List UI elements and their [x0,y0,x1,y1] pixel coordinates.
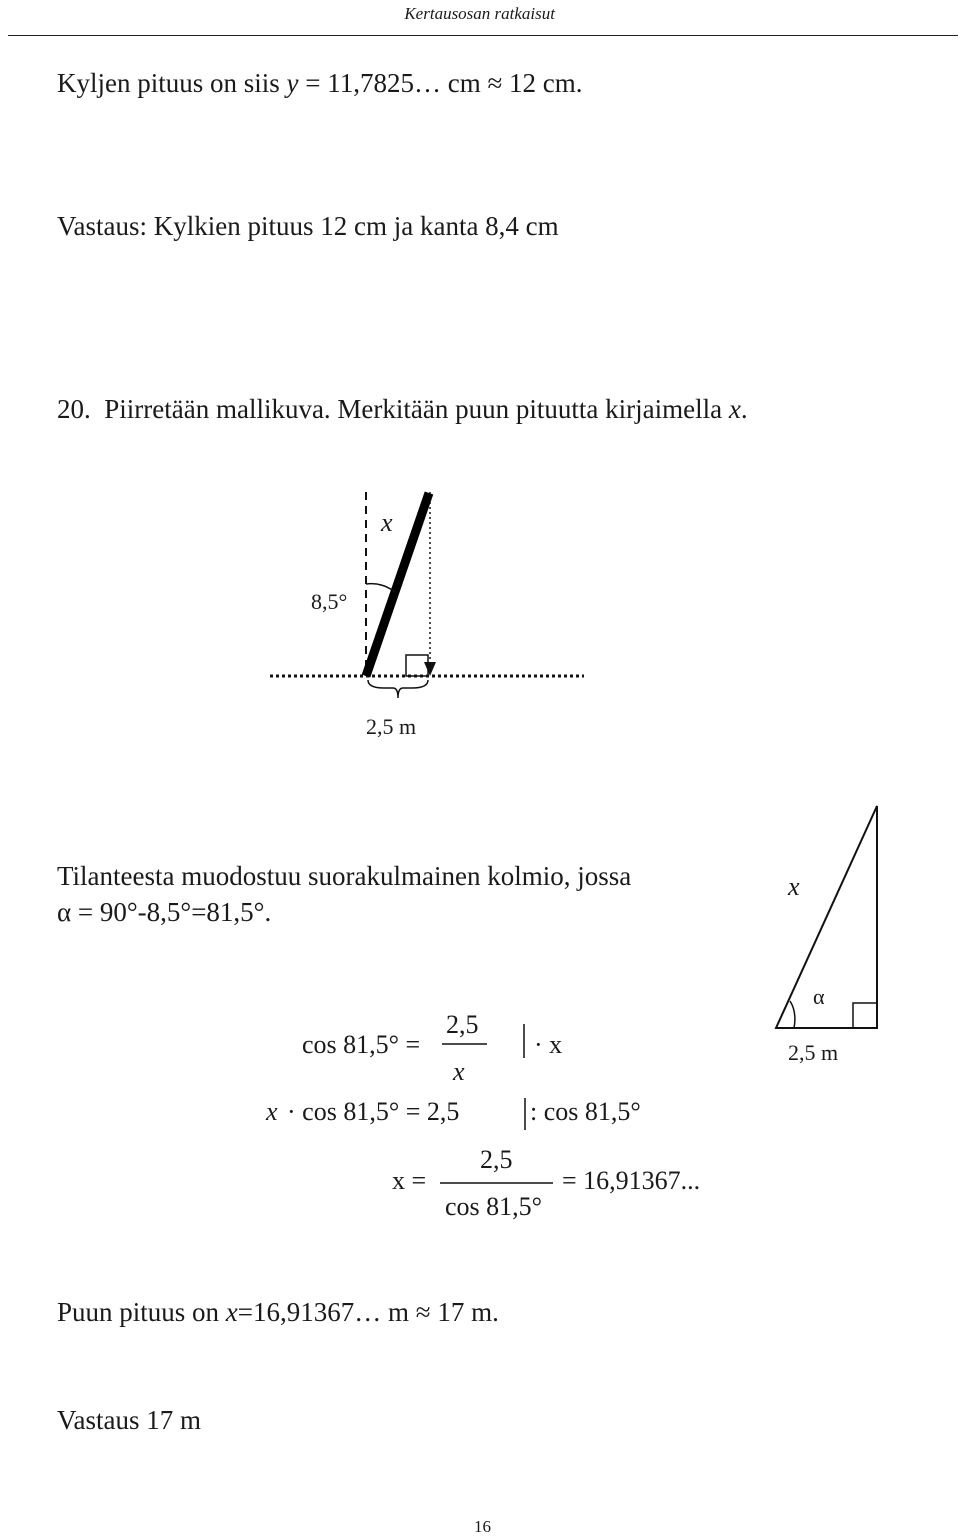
eq3-result: = 16,91367... [562,1166,701,1195]
explanation-line-1: Tilanteesta muodostuu suorakulmainen kolmio, jossa [57,861,632,891]
eq3-left: x = [392,1166,427,1195]
tilt-angle-label: 8,5° [311,589,348,614]
eq3-denominator: cos 81,5° [445,1192,543,1221]
conclusion-result: =16,91367… m ≈ 17 m. [237,1297,499,1327]
eq1-numerator: 2,5 [446,1010,479,1039]
eq3-numerator: 2,5 [480,1145,513,1174]
problem-number: 20. [57,394,91,424]
eq1-denominator: x [453,1057,465,1086]
triangle-base-label: 2,5 m [788,1040,839,1065]
problem-period: . [740,394,748,424]
conclusion-prefix: Puun pituus on [57,1297,226,1327]
eq2-x: x [266,1097,278,1126]
side-length-prefix: Kyljen pituus on siis [57,68,287,98]
conclusion-variable-x: x [225,1297,238,1327]
answer-19: Vastaus: Kylkien pituus 12 cm ja kanta 8,4 cm [57,211,559,241]
variable-y: y [286,68,299,98]
eq2-operation: : cos 81,5° [530,1097,641,1126]
eq1-left: cos 81,5° = [302,1030,421,1059]
conclusion-line [57,1297,499,1328]
variable-x: x [728,394,741,424]
page-number: 16 [474,1517,491,1536]
eq2-body: · cos 81,5° = 2,5 [287,1097,460,1126]
answer-20: Vastaus 17 m [57,1405,201,1435]
eq1-operation: · x [534,1030,563,1059]
side-length-result: = 11,7825… cm ≈ 12 cm. [298,68,583,98]
running-header: Kertausosan ratkaisut [404,4,555,23]
alpha-label: α [813,984,825,1009]
shadow-distance-label: 2,5 m [366,714,417,739]
hypotenuse-label: x [788,872,800,901]
tree-length-label: x [381,508,393,537]
explanation-line-2: α = 90°-8,5°=81,5°. [57,897,272,927]
problem-text: Piirretään mallikuva. Merkitään puun pituutta kirjaimella [104,394,729,424]
